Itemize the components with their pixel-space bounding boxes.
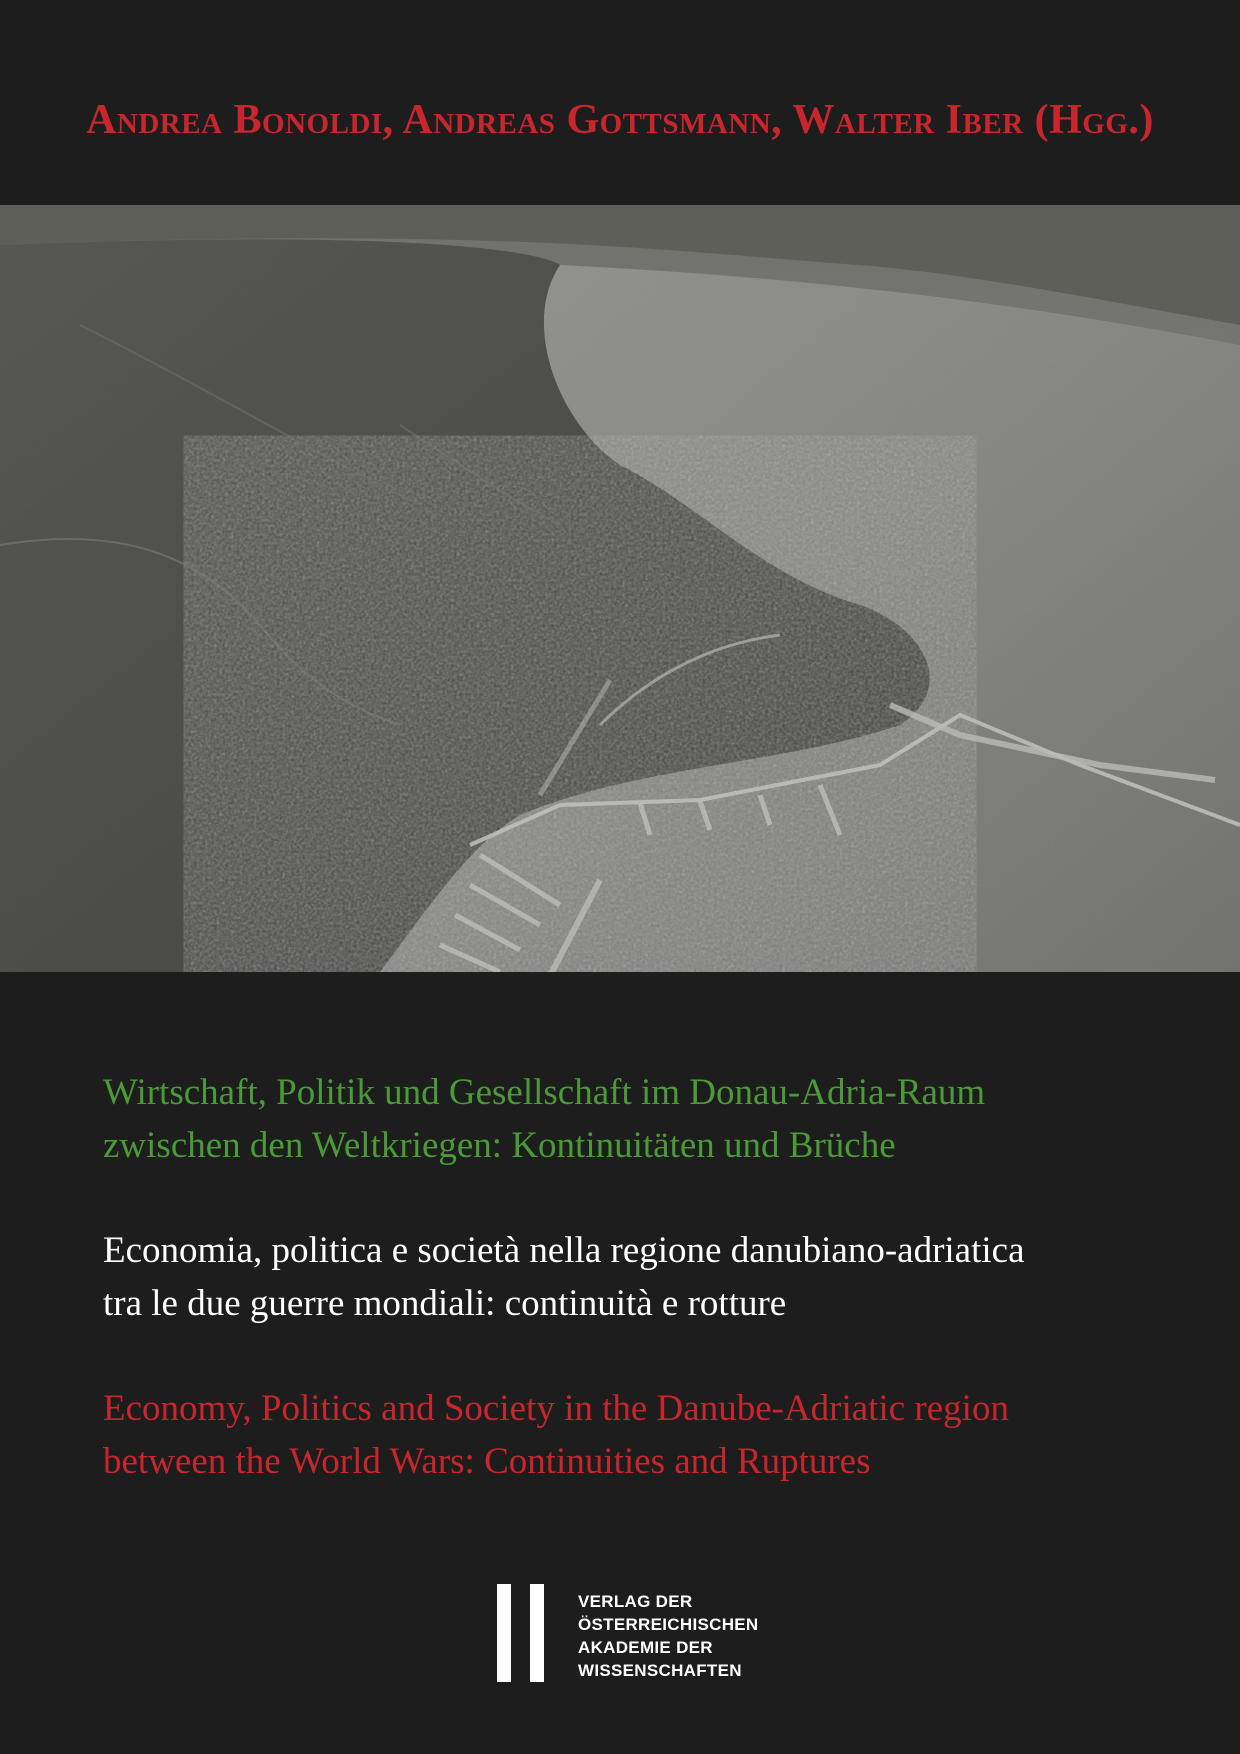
title-german-line-1: Wirtschaft, Politik und Gesellschaft im Donau-Adria-Raum <box>103 1072 986 1113</box>
title-german <box>103 1066 1203 1172</box>
title-german-line-2: zwischen den Weltkriegen: Kontinuitäten und Brüche <box>103 1125 896 1166</box>
publisher-line-4: WISSENSCHAFTEN <box>578 1661 742 1680</box>
title-english <box>103 1382 1203 1488</box>
editors-line: Andrea Bonoldi, Andreas Gottsmann, Walter Iber (Hgg.) <box>86 97 1154 143</box>
title-english-line-2: between the World Wars: Continuities and Ruptures <box>103 1441 871 1482</box>
publisher-line-1: VERLAG DER <box>578 1592 693 1611</box>
publisher-line-3: AKADEMIE DER <box>578 1638 713 1657</box>
publisher-line-2: ÖSTERREICHISCHEN <box>578 1615 759 1634</box>
title-english-line-1: Economy, Politics and Society in the Danube-Adriatic region <box>103 1388 1009 1429</box>
title-italian-line-1: Economia, politica e società nella regione danubiano-adriatica <box>103 1230 1025 1271</box>
publisher-name <box>578 1590 759 1682</box>
cover-photo <box>0 205 1240 972</box>
double-bar-logo-icon <box>530 1584 544 1682</box>
title-italian-line-2: tra le due guerre mondiali: continuità e rotture <box>103 1283 787 1324</box>
double-bar-logo-icon <box>497 1584 511 1682</box>
publisher-logo <box>497 1584 787 1684</box>
title-italian <box>103 1224 1203 1330</box>
aerial-harbor-photo-image <box>0 205 1240 972</box>
